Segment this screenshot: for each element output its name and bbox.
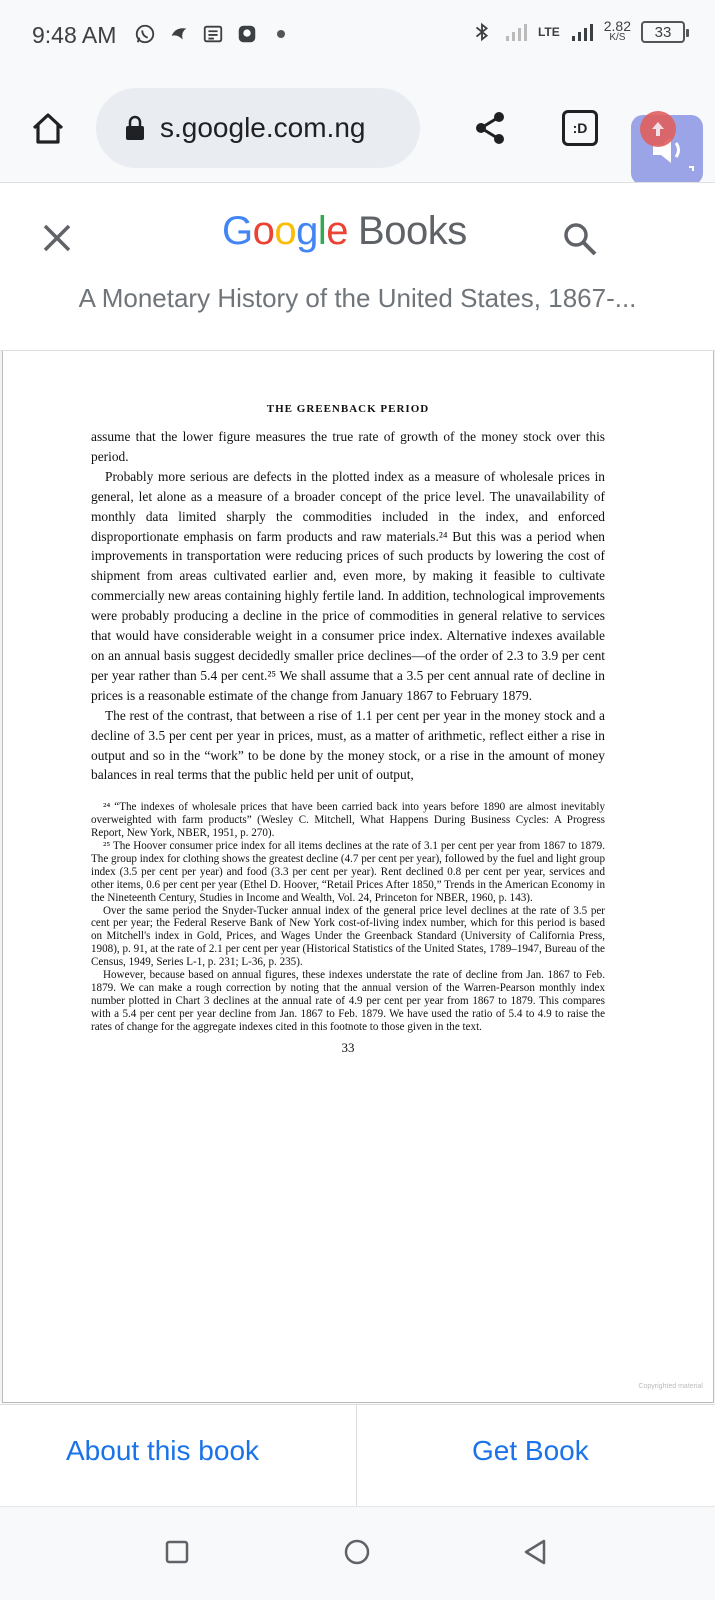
arrow-up-icon	[648, 119, 668, 139]
running-head: THE GREENBACK PERIOD	[266, 403, 430, 415]
get-book-button[interactable]: Get Book	[472, 1435, 589, 1466]
close-icon	[38, 219, 76, 257]
books-header	[0, 182, 715, 350]
system-nav-bar	[0, 1506, 715, 1600]
battery-icon: 33	[641, 21, 685, 43]
lock-icon	[124, 115, 146, 141]
tab-switcher-button[interactable]: :D	[562, 110, 598, 146]
bird-app-icon	[167, 22, 191, 46]
bluetooth-icon	[470, 20, 494, 44]
book-title: A Monetary History of the United States, 1867-...	[78, 283, 637, 313]
more-notifications-dot	[277, 30, 285, 38]
google-books-logo: Google Books	[222, 209, 467, 253]
footnote: Over the same period the Snyder-Tucker annual index of the general price level declines at the rate of 3.5 per cent per year; the Federal Reserve Bank of New York cost-of-living index number, which for this period is based on Mitchell's index in Gold, Prices, and Wages Under the Greenback Standard (University of California Press, 1908), p. 91, at the rate of 2.1 per cent per year (Historical Statistics of the United States, 1789–1947, Bureau of the Census, 1949, Series L-1, p. 231; L-36, p. 235).	[91, 904, 605, 969]
recents-button[interactable]	[162, 1537, 192, 1567]
status-bar	[0, 0, 715, 70]
about-this-book-button[interactable]: About this book	[66, 1435, 260, 1466]
book-action-bar	[0, 1404, 715, 1506]
lte-indicator: LTE	[537, 25, 560, 39]
address-bar[interactable]	[96, 88, 420, 168]
browser-toolbar	[0, 70, 715, 182]
triangle-back-icon	[520, 1537, 550, 1567]
home-icon	[28, 108, 68, 148]
body-text	[91, 427, 605, 785]
network-speed: 2.82 K/S	[603, 18, 631, 43]
nav-home-button[interactable]	[342, 1537, 372, 1567]
signal-icon	[504, 20, 528, 44]
share-button[interactable]	[470, 108, 510, 148]
book-page-viewer[interactable]	[0, 350, 715, 1402]
footnote: ²⁵ The Hoover consumer price index for all items declines at the rate of 3.1 per cent per year from 1867 to 1879. The group index for clothing shows the greatest decline (4.7 per cent per year), followed by the fuel and light group index (3.5 per cent per year) and food (3.3 per cent per year). Rent declined 0.8 per cent per year, services and other items, 0.6 per cent per year (Ethel D. Hoover, “Retail Prices After 1850,” Trends in the American Economy in the Nineteenth Century, Studies in Income and Wealth, Vol. 24, Princeton for NBER, 1960, p. 143).	[91, 840, 605, 904]
back-button[interactable]	[520, 1537, 550, 1567]
book-page	[2, 351, 714, 1403]
paragraph: assume that the lower figure measures the true rate of growth of the money stock over this period.	[91, 429, 605, 464]
page-content	[91, 403, 605, 1056]
paragraph: Probably more serious are defects in the plotted index as a measure of wholesale prices in general, let alone as a measure of a broader concept of the price level. The unavailability of monthly data limited sharply the commodities included in the index, and enforced disproportionate emphasis on farm products and raw materials.²⁴ But this was a period when improvements in transportation were reducing prices of such products by lowering the cost of shipment from areas cultivated earlier and, even more, by making it feasible to cultivate commercially new areas containing highly fertile land. In addition, technological improvements were probably producing a decline in the price of commodities in general relative to services that would have considerable weight in a consumer price index. Alternative indexes available on an annual basis suggest decidedly smaller price declines—of the order of 2.3 to 3.9 per cent per year rather than 5.4 per cent.²⁵ We shall assume that a 3.5 per cent annual rate of decline in prices is a reasonable estimate of the change from January 1867 to February 1879.	[91, 468, 605, 703]
square-icon	[162, 1537, 192, 1567]
system-status	[470, 20, 685, 44]
app-badge-icon	[235, 22, 259, 46]
footnote: However, because based on annual figures, these indexes understate the rate of decline from Jan. 1867 to Feb. 1879. We can make a rough correction by noting that the annual version of the Warren-Pearson monthly index number plotted in Chart 3 declines at the annual rate of 4.9 per cent per year from 1867 to 1879. This compares with a 5.4 per cent per year decline from Jan. 1867 to Feb. 1879. We have used the ratio of 5.4 to 4.9 to raise the rates of change for the aggregate indexes cited in this footnote to those given in the text.	[91, 969, 605, 1033]
news-icon	[201, 22, 225, 46]
footnotes	[91, 801, 605, 1033]
search-button[interactable]	[560, 219, 600, 259]
circle-icon	[342, 1537, 372, 1567]
close-button[interactable]	[38, 219, 76, 257]
footnote: ²⁴ “The indexes of wholesale prices that have been carried back into years before 1890 are almost inevitably overweighted with farm products” (Wesley C. Mitchell, What Happens During Business Cycles: A Progress Report, New York, NBER, 1951, p. 270).	[91, 801, 605, 840]
home-button[interactable]	[26, 106, 70, 150]
divider	[356, 1405, 357, 1507]
status-time: 9:48 AM	[32, 22, 117, 48]
upload-badge[interactable]	[640, 111, 676, 147]
signal-icon-2	[570, 20, 594, 44]
search-icon	[560, 219, 600, 259]
notification-icons	[133, 22, 285, 46]
url-text: s.google.com.ng	[160, 112, 366, 143]
share-icon	[470, 108, 510, 148]
paragraph: The rest of the contrast, that between a rise of 1.1 per cent per year in the money stock and a decline of 3.5 per cent per year in prices, must, as a matter of arithmetic, reflect either a rise in output and so in the “work” to be done by the money stock, or a rise in the amount of money balances in real terms that the public held per unit of output,	[91, 707, 605, 783]
copyright-notice: Copyrighted material	[638, 1383, 703, 1390]
whatsapp-icon	[133, 22, 157, 46]
page-number: 33	[341, 1039, 355, 1055]
